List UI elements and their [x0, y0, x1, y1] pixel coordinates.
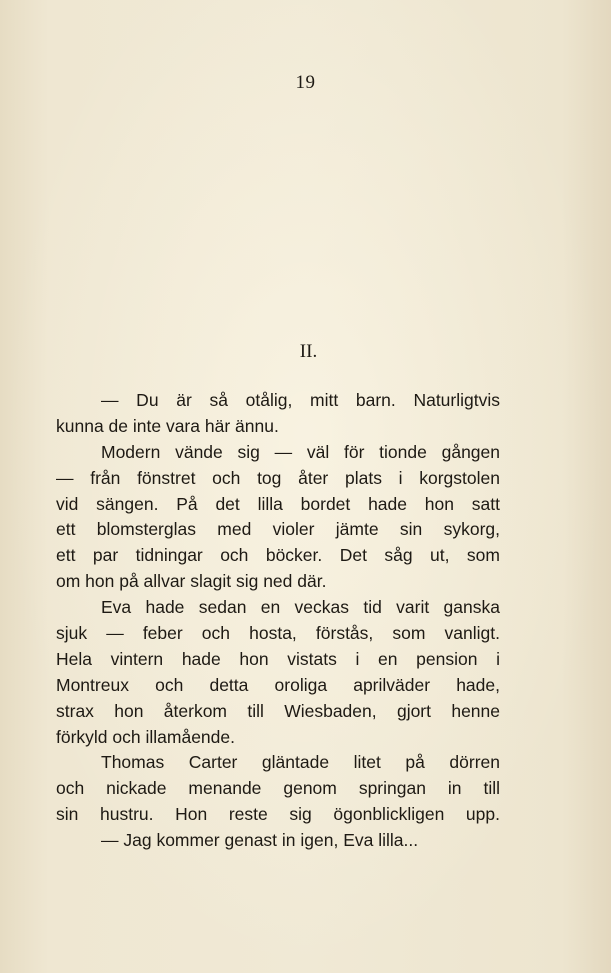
- text-line: om hon på allvar slagit sig ned där.: [56, 571, 327, 592]
- body-text: [56, 388, 500, 854]
- text-line: Montreux och detta oroliga aprilväder hade,: [56, 674, 500, 695]
- text-line: — Jag kommer genast in igen, Eva lilla...: [101, 830, 419, 851]
- text-line: kunna de inte vara här ännu.: [56, 415, 279, 436]
- text-line: sin hustru. Hon reste sig ögonblickligen upp.: [56, 804, 500, 825]
- text-line: och nickade menande genom springan in till: [56, 778, 500, 799]
- text-line: förkyld och illamående.: [56, 726, 235, 747]
- text-line: Hela vintern hade hon vistats i en pension i: [56, 648, 500, 669]
- text-line: vid sängen. På det lilla bordet hade hon satt: [56, 493, 500, 514]
- text-line: strax hon återkom till Wiesbaden, gjort henne: [56, 700, 500, 721]
- text-line: Thomas Carter gläntade litet på dörren: [101, 752, 500, 773]
- chapter-heading: II.: [299, 341, 318, 362]
- text-line: — Du är så otålig, mitt barn. Naturligtvis: [101, 390, 500, 410]
- text-line: — från fönstret och tog åter plats i korgstolen: [56, 467, 500, 488]
- page-number: 19: [295, 72, 316, 93]
- text-line: ett blomsterglas med violer jämte sin sykorg,: [56, 519, 500, 540]
- text-line: sjuk — feber och hosta, förstås, som vanligt.: [56, 623, 500, 644]
- text-line: Eva hade sedan en veckas tid varit ganska: [101, 597, 500, 618]
- text-line: Modern vände sig — väl för tionde gången: [101, 441, 500, 462]
- text-line: ett par tidningar och böcker. Det såg ut, som: [56, 545, 500, 566]
